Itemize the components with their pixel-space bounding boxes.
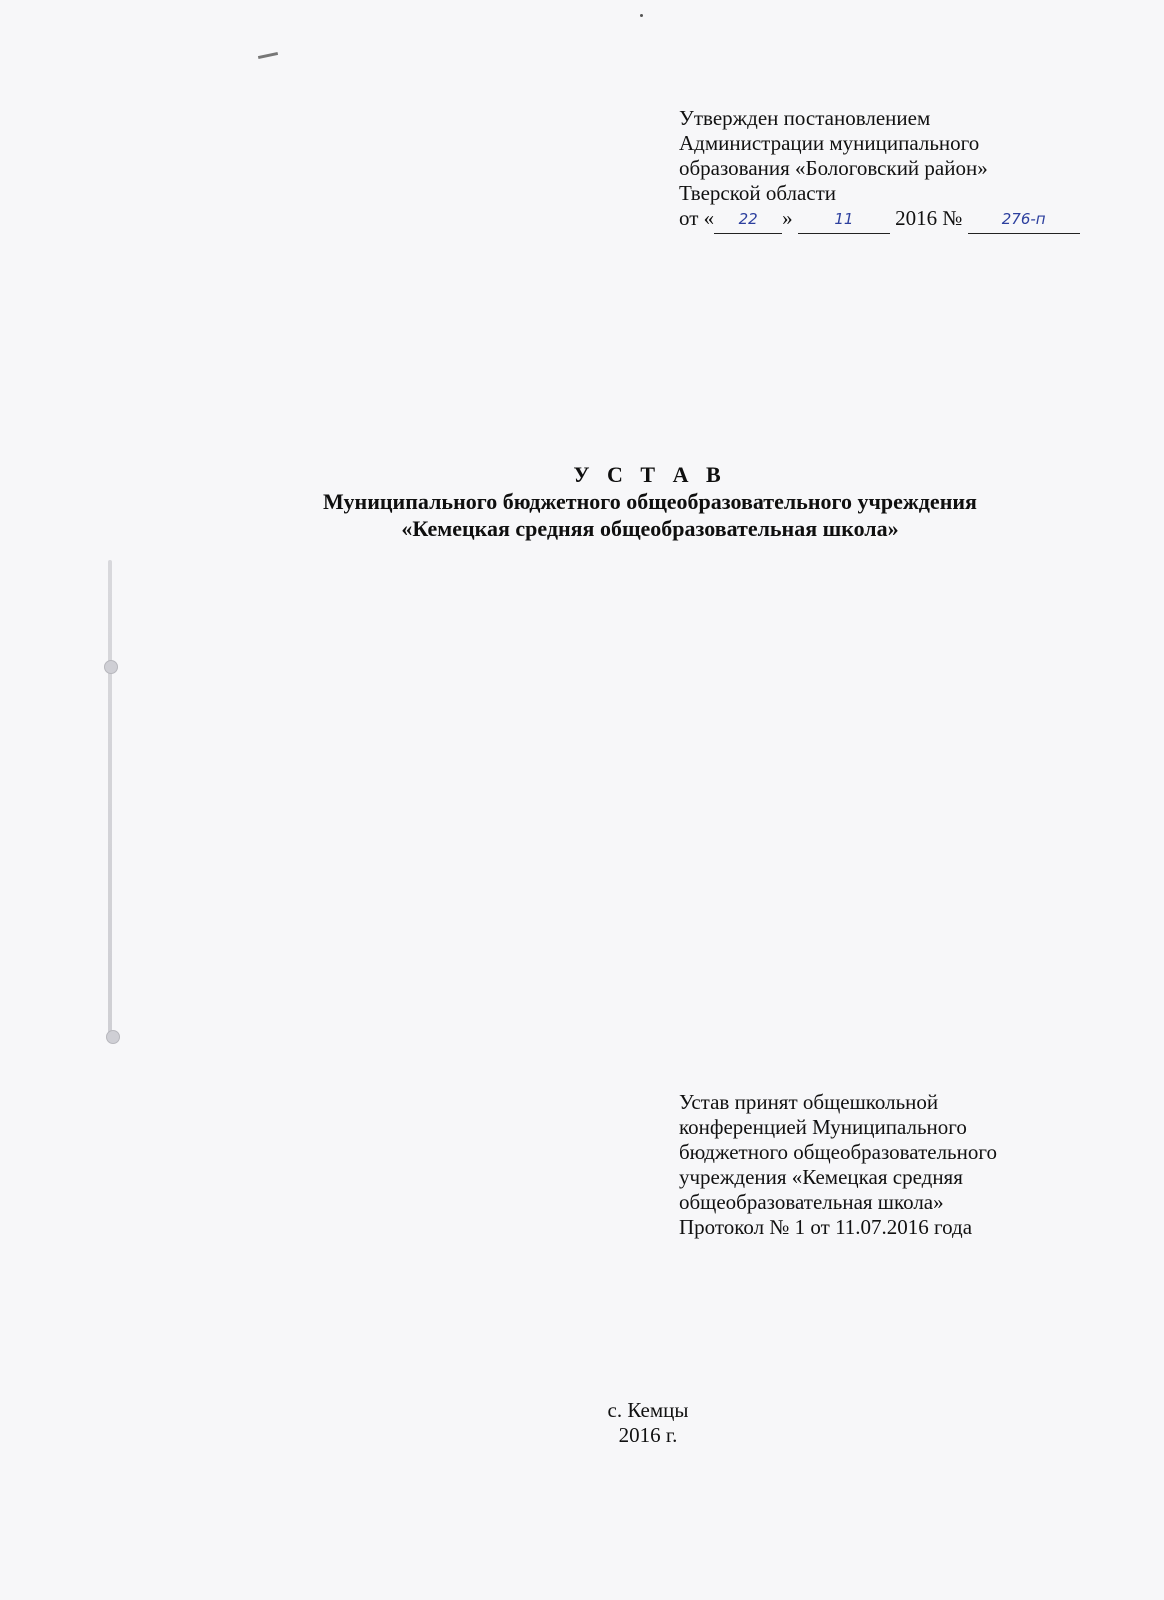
handwritten-number: 276-п (1001, 210, 1046, 228)
place-name: с. Кемцы (607, 1398, 689, 1422)
binding-hole (104, 660, 118, 674)
footer-block (548, 1398, 748, 1448)
approval-block (679, 106, 1080, 234)
month-blank (798, 206, 890, 234)
binding-string (108, 560, 112, 1040)
approval-line: Утвержден постановлением (679, 106, 931, 130)
protocol-line: Протокол № 1 от 11.07.2016 года (679, 1215, 973, 1239)
document-title (200, 462, 1100, 542)
pen-mark (258, 52, 278, 59)
adoption-line: учреждения «Кемецкая средняя (679, 1165, 963, 1189)
date-prefix: от « (679, 206, 715, 230)
approval-line: Администрации муниципального (679, 131, 980, 155)
adoption-line: общеобразовательная школа» (679, 1190, 944, 1214)
year-number-label: 2016 № (895, 206, 963, 230)
title-ustav: У С Т А В (573, 462, 727, 487)
title-institution: Муниципального бюджетного общеобразовательного учреждения (323, 489, 977, 514)
number-blank (968, 206, 1080, 234)
approval-date-line (679, 206, 1080, 234)
approval-line: Тверской области (679, 181, 837, 205)
title-school-name: «Кемецкая средняя общеобразовательная школа» (401, 516, 899, 541)
date-mid: » (782, 206, 793, 230)
binding-hole (106, 1030, 120, 1044)
approval-line: образования «Бологовский район» (679, 156, 988, 180)
adoption-line: конференцией Муниципального (679, 1115, 967, 1139)
ink-dot (640, 14, 643, 17)
adoption-line: Устав принят общешкольной (679, 1090, 939, 1114)
handwritten-day: 22 (738, 210, 758, 228)
adoption-line: бюджетного общеобразовательного (679, 1140, 997, 1164)
handwritten-month: 11 (834, 210, 854, 228)
adoption-block (679, 1090, 997, 1240)
day-blank (714, 206, 782, 234)
document-year: 2016 г. (618, 1423, 678, 1447)
